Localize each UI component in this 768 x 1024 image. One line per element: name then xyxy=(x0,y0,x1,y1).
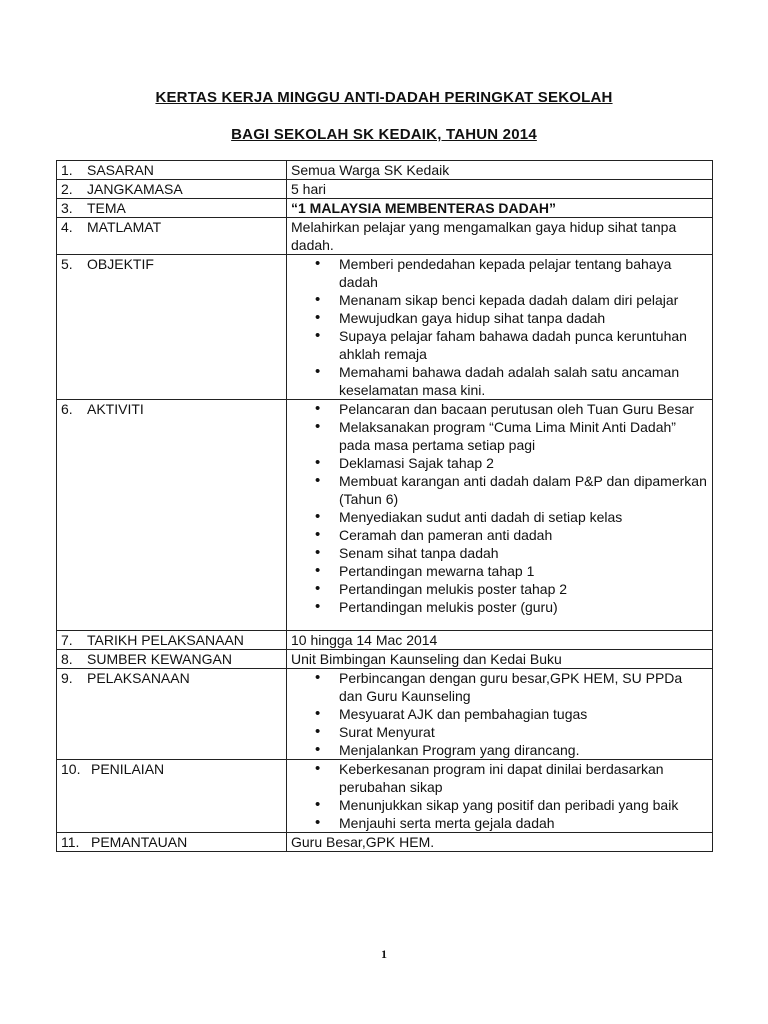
row-label xyxy=(57,218,287,255)
row-value: Unit Bimbingan Kaunseling dan Kedai Buku xyxy=(287,650,713,669)
table-row-pelaksanaan xyxy=(57,669,713,760)
list-item: • Supaya pelajar faham bahawa dadah punca keruntuhan ahklah remaja xyxy=(339,327,709,363)
row-number: 1. xyxy=(61,162,73,178)
row-value: “1 MALAYSIA MEMBENTERAS DADAH” xyxy=(287,199,713,218)
row-value: 10 hingga 14 Mac 2014 xyxy=(287,631,713,650)
list-item: • Deklamasi Sajak tahap 2 xyxy=(339,454,709,472)
row-label-text: AKTIVITI xyxy=(87,401,144,417)
row-label xyxy=(57,669,287,760)
list-item: • Senam sihat tanpa dadah xyxy=(339,544,709,562)
row-label-text: JANGKAMASA xyxy=(87,181,183,197)
row-label xyxy=(57,180,287,199)
row-label-text: PEMANTAUAN xyxy=(91,834,188,850)
row-value xyxy=(287,669,713,760)
row-number: 6. xyxy=(61,401,73,417)
row-label-text: OBJEKTIF xyxy=(87,256,154,272)
list-item: • Menjauhi serta merta gejala dadah xyxy=(339,814,709,832)
list-item: • Memberi pendedahan kepada pelajar tentang bahaya dadah xyxy=(339,255,709,291)
list-item: • Pelancaran dan bacaan perutusan oleh Tuan Guru Besar xyxy=(339,400,709,418)
table-row-pemantauan xyxy=(57,833,713,852)
table-row-tarikh-pelaksanaan xyxy=(57,631,713,650)
list-item: • Membuat karangan anti dadah dalam P&P dan dipamerkan (Tahun 6) xyxy=(339,472,709,508)
row-number: 7. xyxy=(61,632,73,648)
list-item: • Menjalankan Program yang dirancang. xyxy=(339,741,709,759)
bullet-list xyxy=(291,400,709,616)
row-value: Semua Warga SK Kedaik xyxy=(287,161,713,180)
list-item: • Menyediakan sudut anti dadah di setiap kelas xyxy=(339,508,709,526)
list-item: • Menanam sikap benci kepada dadah dalam diri pelajar xyxy=(339,291,709,309)
list-item: • Memahami bahawa dadah adalah salah satu ancaman keselamatan masa kini. xyxy=(339,363,709,399)
row-label xyxy=(57,631,287,650)
list-item: • Melaksanakan program “Cuma Lima Minit Anti Dadah” pada masa pertama setiap pagi xyxy=(339,418,709,454)
bullet-list xyxy=(291,760,709,832)
table-row-tema xyxy=(57,199,713,218)
list-item: • Perbincangan dengan guru besar,GPK HEM, SU PPDa dan Guru Kaunseling xyxy=(339,669,709,705)
proposal-table xyxy=(56,160,713,852)
row-label-text: PELAKSANAAN xyxy=(87,670,190,686)
row-value: Guru Besar,GPK HEM. xyxy=(287,833,713,852)
row-number: 3. xyxy=(61,200,73,216)
row-label xyxy=(57,650,287,669)
list-item: • Mesyuarat AJK dan pembahagian tugas xyxy=(339,705,709,723)
bullet-list xyxy=(291,255,709,399)
row-value xyxy=(287,255,713,400)
row-number: 5. xyxy=(61,256,73,272)
document-title: KERTAS KERJA MINGGU ANTI-DADAH PERINGKAT SEKOLAH xyxy=(155,89,613,106)
row-value: 5 hari xyxy=(287,180,713,199)
table-row-jangkamasa xyxy=(57,180,713,199)
list-item: • Menunjukkan sikap yang positif dan peribadi yang baik xyxy=(339,796,709,814)
row-number: 4. xyxy=(61,219,73,235)
row-label xyxy=(57,161,287,180)
page-number: 1 xyxy=(381,947,387,961)
row-number: 8. xyxy=(61,651,73,667)
row-value xyxy=(287,400,713,631)
row-label xyxy=(57,255,287,400)
table-row-aktiviti xyxy=(57,400,713,631)
table-row-objektif xyxy=(57,255,713,400)
spacer xyxy=(291,616,709,630)
list-item: • Pertandingan mewarna tahap 1 xyxy=(339,562,709,580)
list-item: • Mewujudkan gaya hidup sihat tanpa dadah xyxy=(339,309,709,327)
bullet-list xyxy=(291,669,709,759)
row-label xyxy=(57,833,287,852)
row-label xyxy=(57,760,287,833)
row-label-text: SUMBER KEWANGAN xyxy=(87,651,232,667)
table-row-sasaran xyxy=(57,161,713,180)
document-subtitle: BAGI SEKOLAH SK KEDAIK, TAHUN 2014 xyxy=(231,126,537,143)
row-label-text: MATLAMAT xyxy=(87,219,162,235)
row-value xyxy=(287,760,713,833)
row-number: 10. xyxy=(61,761,81,777)
row-number: 9. xyxy=(61,670,73,686)
table-row-penilaian xyxy=(57,760,713,833)
row-label-text: SASARAN xyxy=(87,162,154,178)
row-label xyxy=(57,400,287,631)
row-label-text: PENILAIAN xyxy=(91,761,165,777)
list-item: • Ceramah dan pameran anti dadah xyxy=(339,526,709,544)
table-row-sumber-kewangan xyxy=(57,650,713,669)
row-number: 11. xyxy=(61,834,80,850)
list-item: • Surat Menyurat xyxy=(339,723,709,741)
row-value: Melahirkan pelajar yang mengamalkan gaya hidup sihat tanpa dadah. xyxy=(287,218,713,255)
row-number: 2. xyxy=(61,181,73,197)
list-item: • Pertandingan melukis poster (guru) xyxy=(339,598,709,616)
list-item: • Keberkesanan program ini dapat dinilai berdasarkan perubahan sikap xyxy=(339,760,709,796)
table-row-matlamat xyxy=(57,218,713,255)
row-label xyxy=(57,199,287,218)
row-label-text: TEMA xyxy=(87,200,126,216)
list-item: • Pertandingan melukis poster tahap 2 xyxy=(339,580,709,598)
row-label-text: TARIKH PELAKSANAAN xyxy=(87,632,244,648)
